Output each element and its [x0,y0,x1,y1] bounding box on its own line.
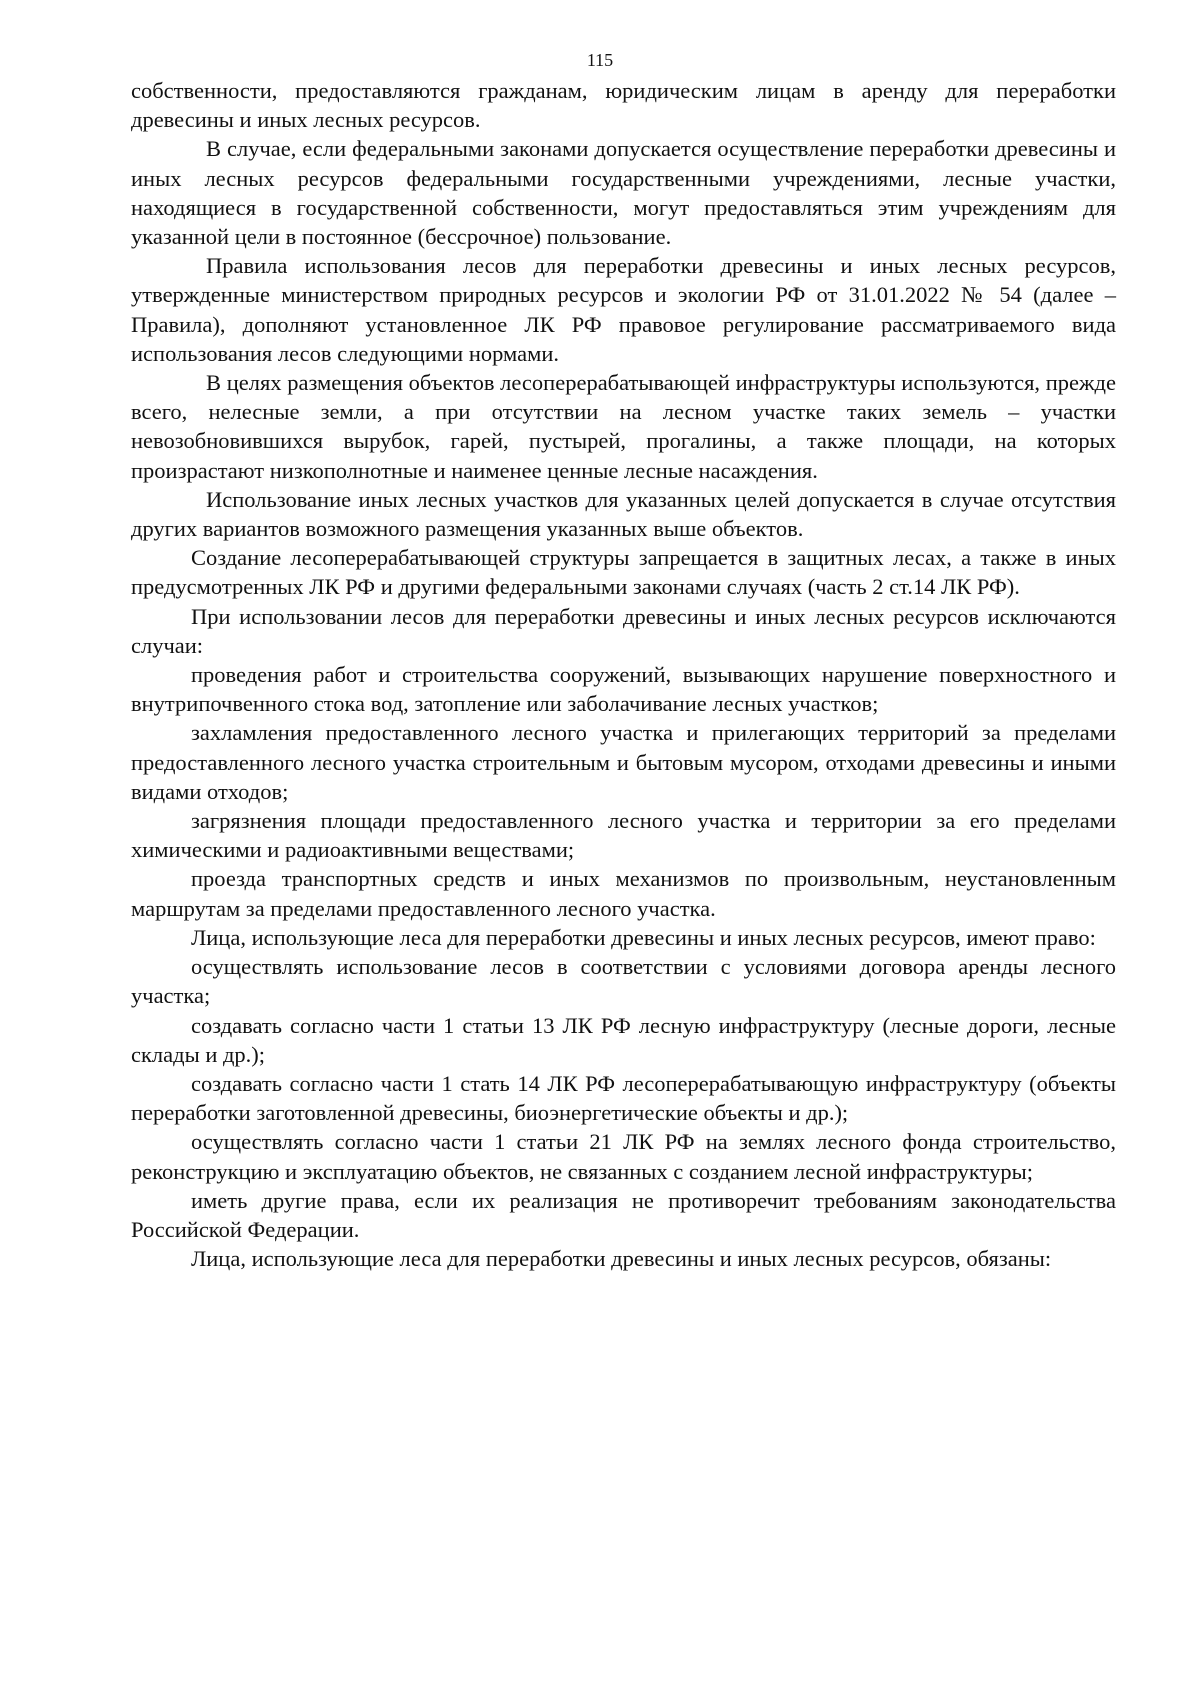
paragraph: Создание лесоперерабатывающей структуры запрещается в защитных лесах, а также в иных предусмотренных ЛК РФ и другими федеральными законами случаях (часть 2 ст.14 ЛК РФ). [131,545,1116,600]
list-item: осуществлять согласно части 1 статьи 21 ЛК РФ на землях лесного фонда строительство, реконструкцию и эксплуатацию объектов, не связанных с созданием лесной инфраструктуры; [131,1129,1116,1184]
page-number: 115 [586,50,614,70]
list-item: захламления предоставленного лесного участка и прилегающих территорий за пределами предоставленного лесного участка строительным и бытовым мусором, отходами древесины и иными видами отходов; [131,720,1116,804]
list-item: проезда транспортных средств и иных механизмов по произвольным, неустановленным маршрутам за пределами предоставленного лесного участка. [131,866,1116,921]
document-body [131,76,1116,1273]
paragraph: При использовании лесов для переработки древесины и иных лесных ресурсов исключаются случаи: [131,603,1116,658]
list-item: создавать согласно части 1 статьи 13 ЛК РФ лесную инфраструктуру (лесные дороги, лесные склады и др.); [131,1012,1116,1067]
list-item: проведения работ и строительства сооружений, вызывающих нарушение поверхностного и внутрипочвенного стока вод, затопление или заболачивание лесных участков; [131,662,1116,717]
paragraph: собственности, предоставляются гражданам, юридическим лицам в аренду для переработки древесины и иных лесных ресурсов. [131,78,1116,133]
list-item: создавать согласно части 1 стать 14 ЛК РФ лесоперерабатывающую инфраструктуру (объекты переработки заготовленной древесины, биоэнергетические объекты и др.); [131,1070,1116,1126]
paragraph: Лица, использующие леса для переработки древесины и иных лесных ресурсов, имеют право: [191,924,1096,950]
paragraph: В целях размещения объектов лесоперерабатывающей инфраструктуры используются, прежде всего, нелесные земли, а при отсутствии на лесном участке таких земель – участки невозобновившихся вырубок, гарей, пустырей, прогалины, а также площади, на которых произрастают низкополнотные и наименее ценные лесные насаждения. [131,370,1116,483]
list-item: иметь другие права, если их реализация не противоречит требованиям законодательства Российской Федерации. [131,1187,1116,1242]
paragraph: Использование иных лесных участков для указанных целей допускается в случае отсутствия других вариантов возможного размещения указанных выше объектов. [131,486,1116,542]
paragraph: В случае, если федеральными законами допускается осуществление переработки древесины и иных лесных ресурсов федеральными государственными учреждениями, лесные участки, находящиеся в государственной собственности, могут предоставляться этим учреждениям для указанной цели в постоянное (бессрочное) пользование. [131,136,1116,250]
paragraph: Лица, использующие леса для переработки древесины и иных лесных ресурсов, обязаны: [191,1246,1052,1272]
paragraph: Правила использования лесов для переработки древесины и иных лесных ресурсов, утвержденные министерством природных ресурсов и экологии РФ от 31.01.2022 № 54 (далее – Правила), дополняют установленное ЛК РФ правовое регулирование рассматриваемого вида использования лесов следующими нормами. [131,253,1116,366]
list-item: загрязнения площади предоставленного лесного участка и территории за его пределами химическими и радиоактивными веществами; [131,808,1116,863]
list-item: осуществлять использование лесов в соответствии с условиями договора аренды лесного участка; [131,954,1116,1009]
